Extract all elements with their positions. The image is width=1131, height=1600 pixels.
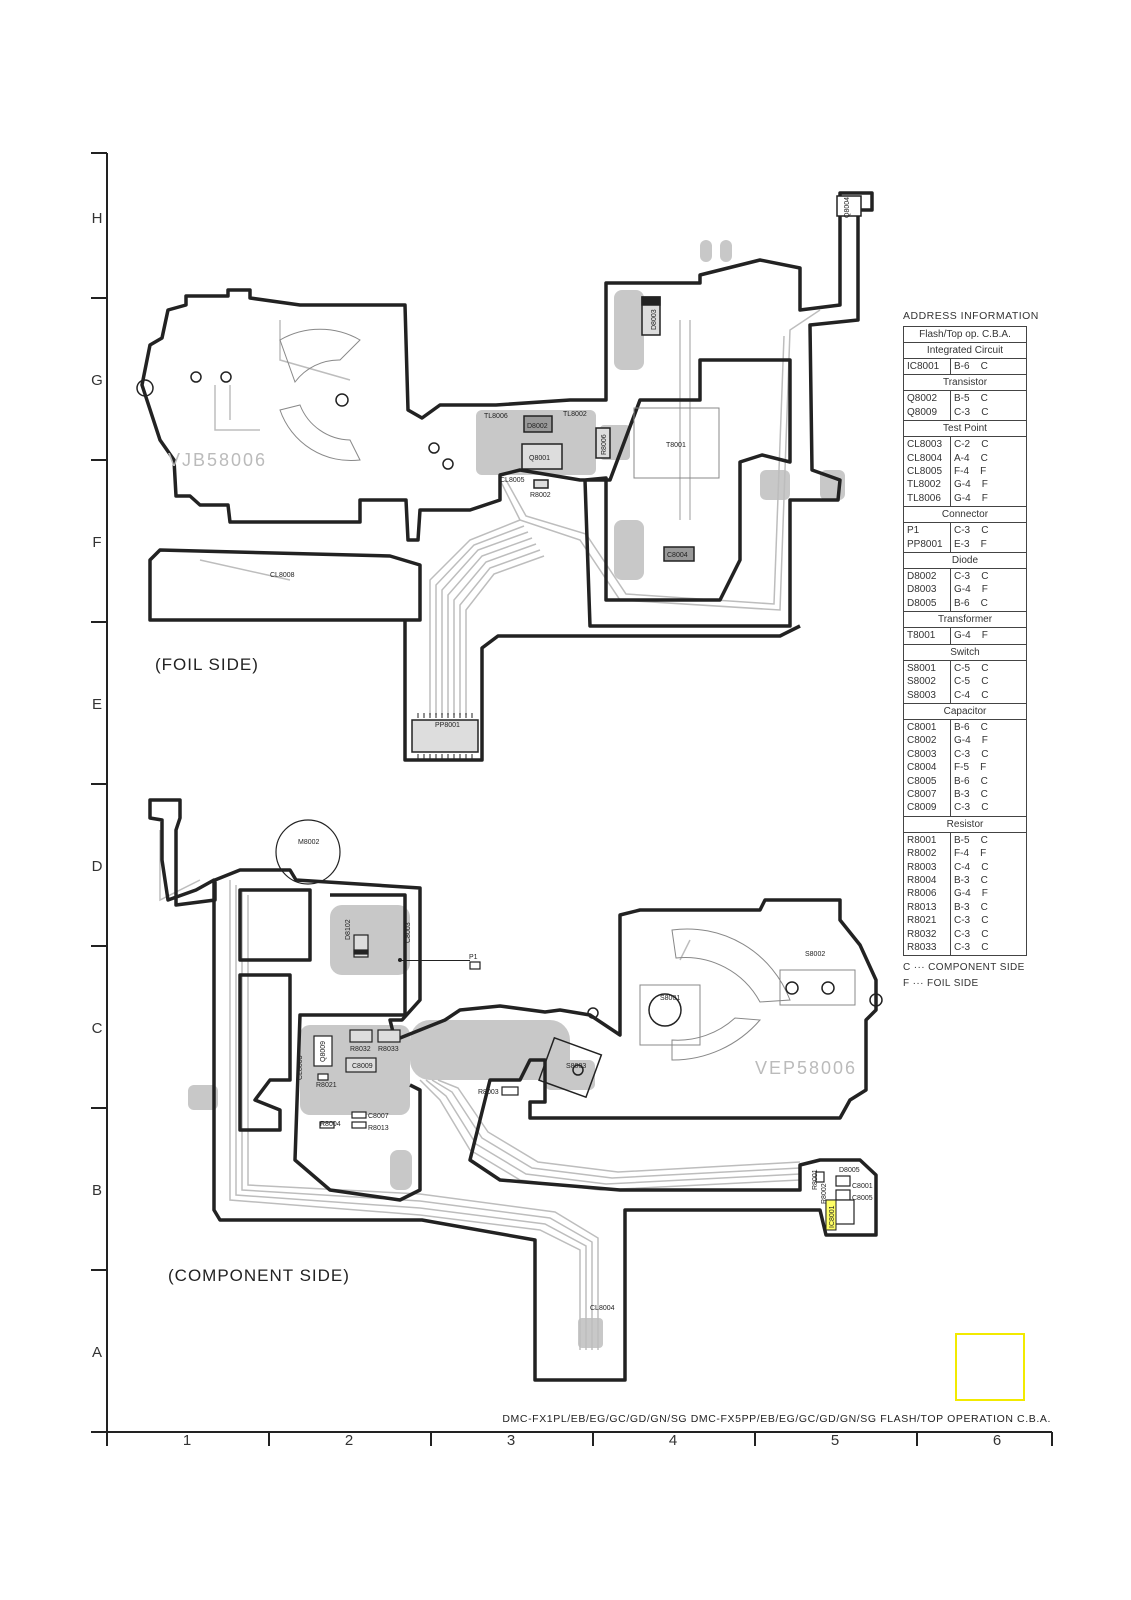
highlight-box — [956, 1334, 1024, 1400]
group-name: Transformer — [904, 612, 1027, 628]
part-label-s8001: S8001 — [660, 995, 681, 1002]
part-label-p1: P1 — [469, 954, 478, 961]
part-label-c8009: C8009 — [352, 1063, 373, 1070]
group-name: Switch — [904, 644, 1027, 660]
part-label-c8007: C8007 — [368, 1113, 389, 1120]
foil-board-outline — [142, 193, 872, 626]
part-label-q8004: Q8004 — [844, 196, 851, 218]
part-label-tl8002: TL8002 — [563, 411, 587, 418]
part-label-cl8003: CL8003 — [297, 1055, 304, 1080]
p1-pointer-line — [398, 960, 470, 961]
row-label-c: C — [91, 1020, 103, 1037]
group-row — [904, 832, 1027, 956]
group-parts: CL8003 CL8004 CL8005 TL8002 TL8006 — [904, 437, 951, 507]
address-table — [903, 326, 1027, 956]
col-label-2: 2 — [344, 1432, 354, 1449]
row-label-b: B — [91, 1182, 102, 1199]
group-parts: Q8002 Q8009 — [904, 391, 951, 421]
row-label-d: D — [91, 858, 103, 875]
part-label-tl8006: TL8006 — [484, 413, 508, 420]
address-information — [903, 310, 1038, 992]
group-name: Diode — [904, 553, 1027, 569]
part-label-c8005: C8005 — [852, 1195, 873, 1202]
group-parts: S8001 S8002 S8003 — [904, 660, 951, 703]
part-label-c8004: C8004 — [667, 552, 688, 559]
part-label-m8002: M8002 — [298, 839, 320, 846]
group-name: Capacitor — [904, 703, 1027, 719]
part-label-r8033: R8033 — [378, 1046, 399, 1053]
group-parts: IC8001 — [904, 359, 951, 375]
group-name: Integrated Circuit — [904, 343, 1027, 359]
group-row — [904, 523, 1027, 553]
component-side-title: (COMPONENT SIDE) — [168, 1266, 350, 1285]
part-label-c8001: C8001 — [852, 1183, 873, 1190]
group-row — [904, 391, 1027, 421]
group-positions: G-4 F — [951, 628, 1027, 644]
component-side-board — [150, 800, 882, 1380]
group-parts: D8002 D8003 D8005 — [904, 569, 951, 612]
group-positions: B-6 C — [951, 359, 1027, 375]
row-label-e: E — [91, 696, 102, 713]
part-label-r8002-foil: R8002 — [530, 492, 551, 499]
part-label-r8002-comp: R8002 — [821, 1183, 828, 1204]
part-label-pp8001: PP8001 — [435, 722, 460, 729]
group-name: Transistor — [904, 375, 1027, 391]
part-label-d8003: D8003 — [651, 309, 658, 330]
col-label-5: 5 — [830, 1432, 840, 1449]
group-parts: T8001 — [904, 628, 951, 644]
group-row — [904, 569, 1027, 612]
part-label-c8003: C8003 — [405, 922, 412, 943]
group-positions: C-5 C C-5 C C-4 C — [951, 660, 1027, 703]
group-row — [904, 628, 1027, 644]
part-label-r8006: R8006 — [601, 434, 608, 455]
part-label-cl8005: CL8005 — [500, 477, 525, 484]
part-label-q8001: Q8001 — [529, 455, 551, 462]
legend-component-side: C ··· COMPONENT SIDE — [903, 962, 1025, 974]
address-title: ADDRESS INFORMATION — [903, 310, 1039, 322]
part-label-r8021: R8021 — [316, 1082, 337, 1089]
foil-board-mark: VJB58006 — [168, 450, 268, 470]
row-label-g: G — [91, 372, 103, 389]
part-label-cl8008: CL8008 — [270, 572, 295, 579]
part-label-s8003: S8003 — [566, 1063, 587, 1070]
group-positions: B-5 C F-4 F C-4 C B-3 C G-4 F B-3 C C-3 C C-3 C C-3 C — [951, 832, 1027, 956]
row-label-f: F — [92, 534, 102, 551]
col-label-4: 4 — [668, 1432, 678, 1449]
motor-m8002-outline — [276, 820, 340, 884]
part-label-ic8001: IC8001 — [829, 1205, 836, 1228]
col-label-6: 6 — [992, 1432, 1002, 1449]
part-label-r8013: R8013 — [368, 1125, 389, 1132]
group-parts: R8001 R8002 R8003 R8004 R8006 R8013 R8021 R8032 R8033 — [904, 832, 951, 956]
part-label-r8001: R8001 — [812, 1169, 819, 1190]
part-label-s8002: S8002 — [805, 951, 826, 958]
group-parts: C8001 C8002 C8003 C8004 C8005 C8007 C8009 — [904, 719, 951, 816]
group-name: Resistor — [904, 816, 1027, 832]
part-label-d8005: D8005 — [839, 1167, 860, 1174]
group-positions: C-3 C E-3 F — [951, 523, 1027, 553]
address-header: Flash/Top op. C.B.A. — [904, 327, 1027, 343]
part-label-r8003: R8003 — [478, 1089, 499, 1096]
group-parts: P1 PP8001 — [904, 523, 951, 553]
col-label-1: 1 — [182, 1432, 192, 1449]
part-label-r8032: R8032 — [350, 1046, 371, 1053]
group-name: Connector — [904, 507, 1027, 523]
part-label-cl8004: CL8004 — [590, 1305, 615, 1312]
group-positions: B-5 C C-3 C — [951, 391, 1027, 421]
row-label-h: H — [91, 210, 103, 227]
group-positions: C-2 C A-4 C F-4 F G-4 F G-4 F — [951, 437, 1027, 507]
part-label-d8002: D8002 — [527, 423, 548, 430]
group-positions: C-3 C G-4 F B-6 C — [951, 569, 1027, 612]
part-label-r8004: R8004 — [320, 1121, 341, 1128]
part-label-d8102: D8102 — [345, 919, 352, 940]
legend-foil-side: F ··· FOIL SIDE — [903, 978, 979, 990]
group-row — [904, 660, 1027, 703]
group-row — [904, 359, 1027, 375]
group-row — [904, 719, 1027, 816]
group-name: Test Point — [904, 421, 1027, 437]
row-label-a: A — [91, 1344, 102, 1361]
group-positions: B-6 C G-4 F C-3 C F-5 F B-6 C B-3 C C-3 C — [951, 719, 1027, 816]
foil-side-title: (FOIL SIDE) — [155, 655, 259, 674]
footer-model-caption: DMC-FX1PL/EB/EG/GC/GD/GN/SG DMC-FX5PP/EB/EG/GC/GD/GN/SG FLASH/TOP OPERATION C.B.A. — [502, 1413, 1051, 1425]
part-label-q8009: Q8009 — [320, 1040, 327, 1062]
component-board-mark: VEP58006 — [755, 1058, 858, 1078]
col-label-3: 3 — [506, 1432, 516, 1449]
part-label-t8001: T8001 — [666, 442, 686, 449]
group-row — [904, 437, 1027, 507]
